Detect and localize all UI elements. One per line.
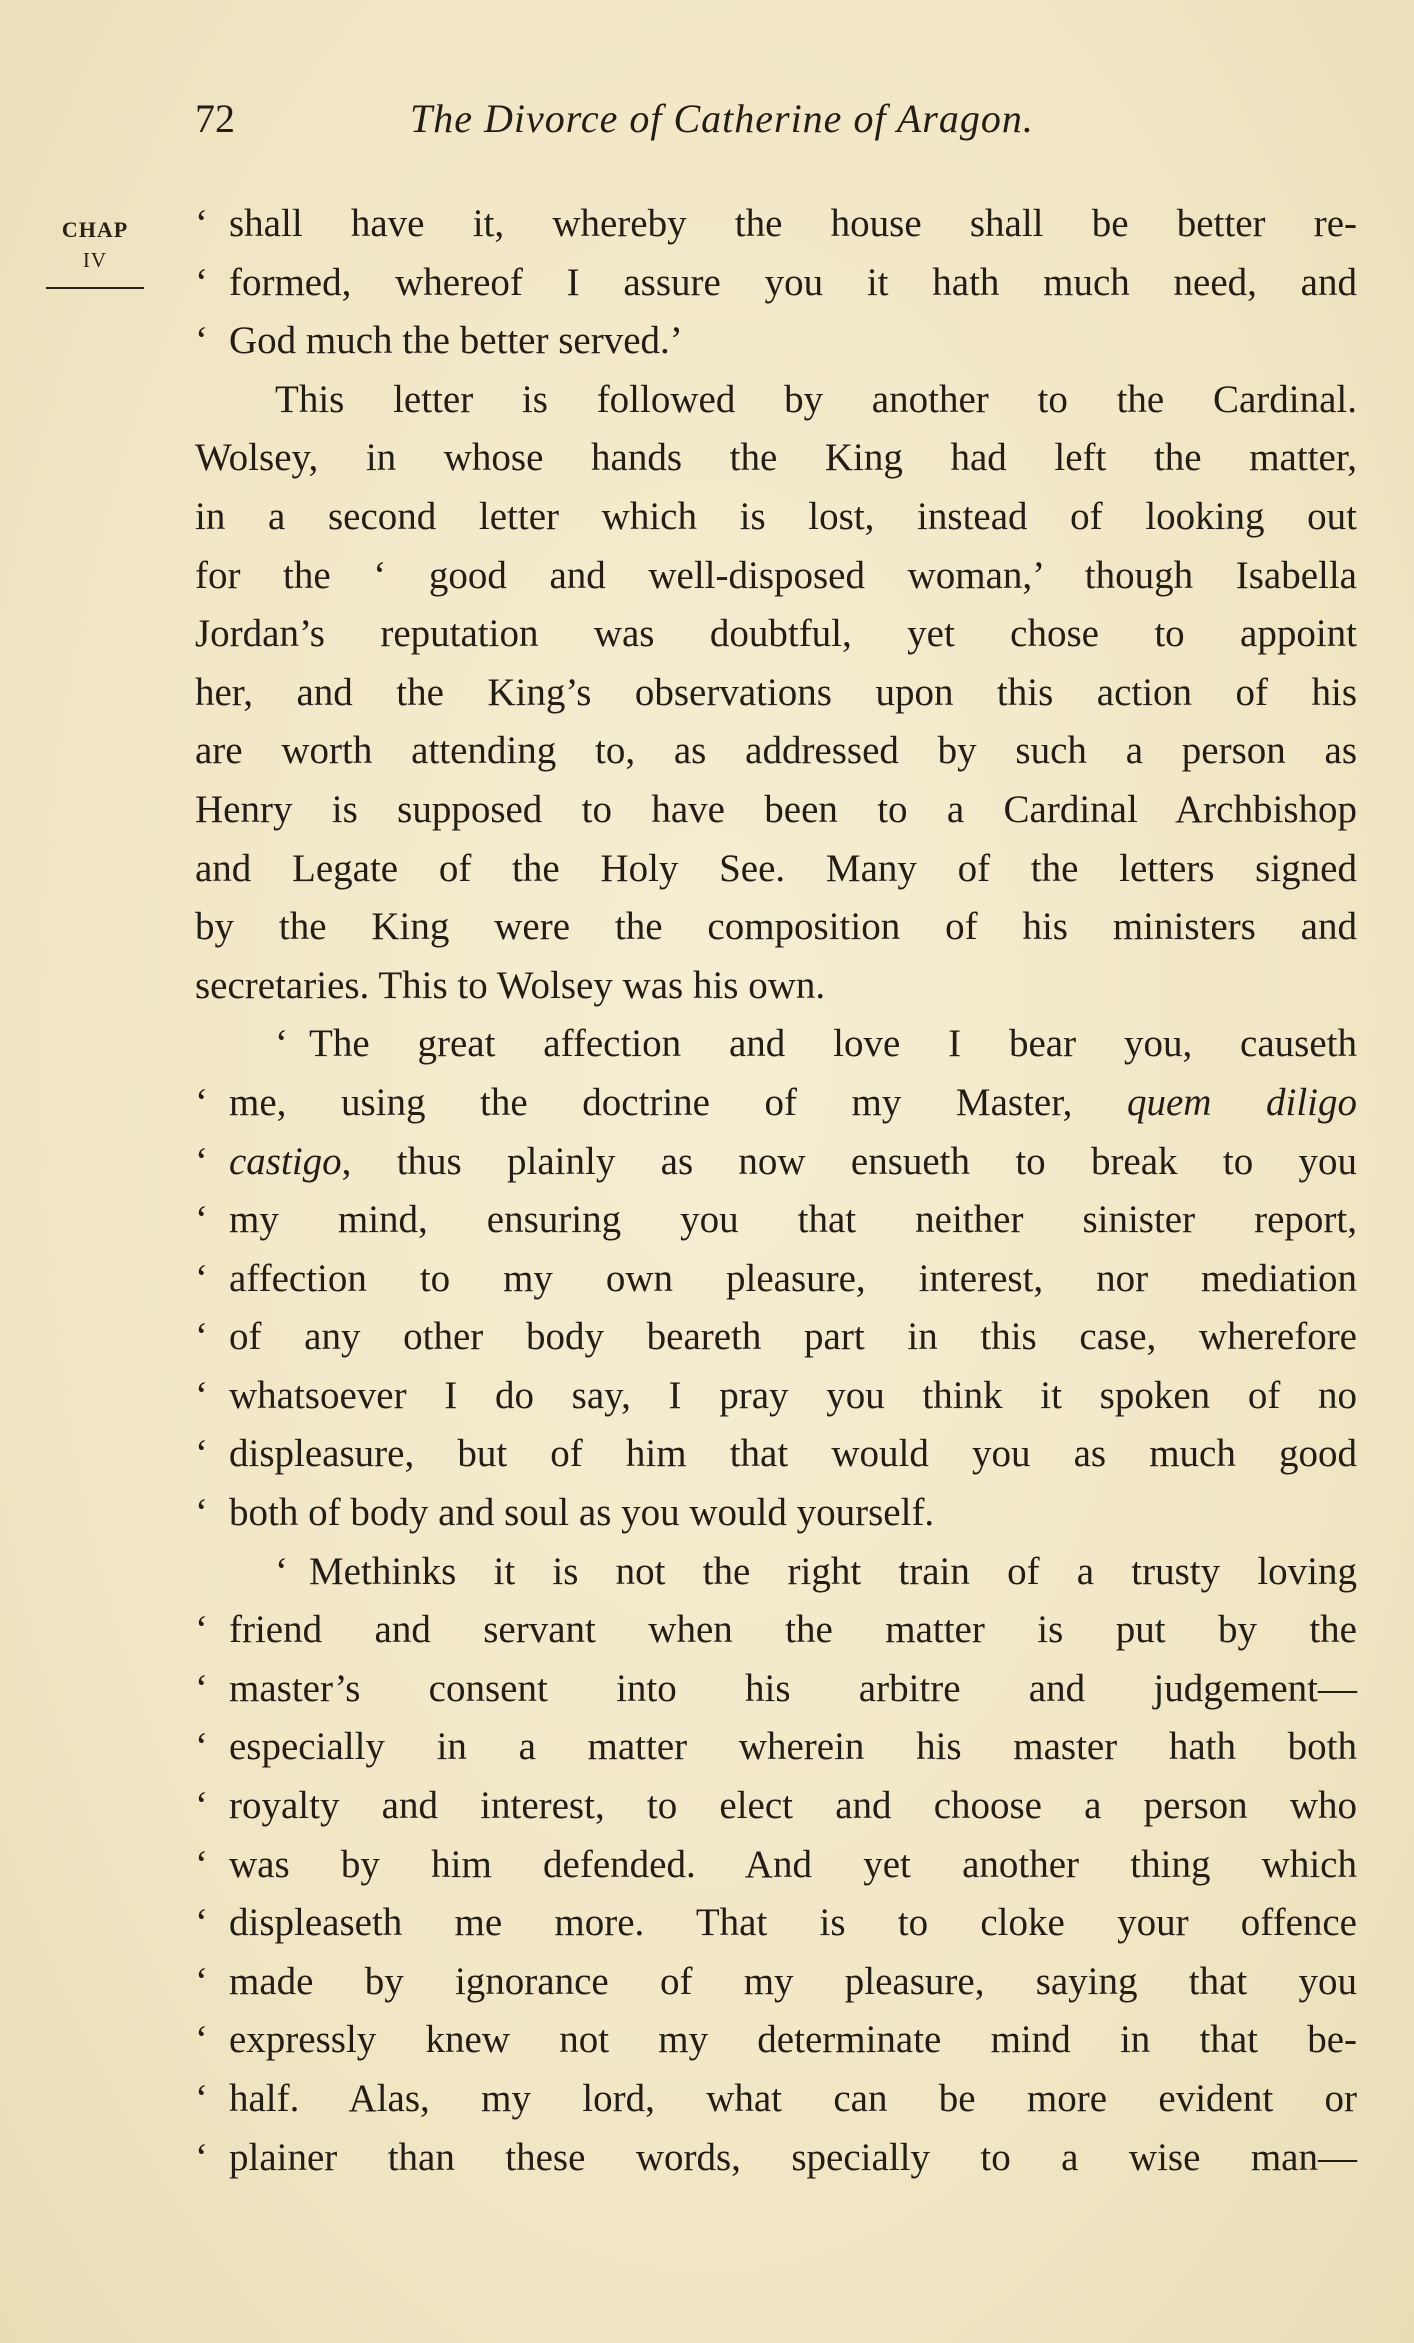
- quote-mark: ‘: [275, 1022, 288, 1066]
- quote-mark: ‘: [195, 1725, 208, 1769]
- line-text: displeaseth me more. That is to cloke your offence: [229, 1901, 1357, 1945]
- line-text: This letter is followed by another to the Cardinal.: [275, 377, 1357, 421]
- running-head: [195, 95, 1355, 165]
- text-line: [195, 371, 1357, 430]
- body-text: [195, 195, 1357, 2187]
- quote-mark: ‘: [195, 1256, 208, 1300]
- line-text: , thus plainly as now ensueth to break to you: [341, 1139, 1357, 1183]
- line-text: of any other body beareth part in this case, wherefore: [229, 1315, 1357, 1359]
- quote-mark: ‘: [195, 1491, 208, 1535]
- line-text: and Legate of the Holy See. Many of the letters signed: [195, 846, 1357, 890]
- quote-mark: ‘: [195, 1315, 208, 1359]
- line-text: God much the better served.’: [229, 319, 683, 363]
- text-line: [195, 1777, 1357, 1836]
- chapter-side-note: [45, 215, 145, 289]
- text-line: [195, 1484, 1357, 1543]
- italic-text: castigo: [229, 1139, 342, 1183]
- text-line: [195, 2070, 1357, 2129]
- line-text: was by him defended. And yet another thing which: [229, 1842, 1357, 1886]
- text-line: [195, 1894, 1357, 1953]
- text-line: [195, 1308, 1357, 1367]
- line-text: shall have it, whereby the house shall be better re-: [229, 202, 1357, 245]
- quote-mark: ‘: [195, 1901, 208, 1945]
- quote-mark: ‘: [195, 1959, 208, 2003]
- quote-mark: ‘: [195, 1198, 208, 1242]
- text-line: [195, 1836, 1357, 1895]
- line-text: both of body and soul as you would yourself.: [229, 1491, 935, 1535]
- text-line: [195, 605, 1357, 664]
- line-text: master’s consent into his arbitre and judgement—: [229, 1666, 1357, 1710]
- page-number: 72: [195, 96, 235, 141]
- line-text: her, and the King’s observations upon this action of his: [195, 670, 1357, 714]
- text-line: [195, 1191, 1357, 1250]
- line-text: my mind, ensuring you that neither sinister report,: [229, 1198, 1357, 1242]
- text-line: [195, 722, 1357, 781]
- text-line: [195, 312, 1357, 371]
- text-line: [195, 957, 1357, 1016]
- quote-mark: ‘: [195, 202, 208, 245]
- text-line: [195, 488, 1357, 547]
- text-line: [195, 1133, 1357, 1192]
- quote-mark: ‘: [195, 1080, 208, 1124]
- chapter-number: IV: [82, 248, 108, 272]
- line-text: by the King were the composition of his ministers and: [195, 905, 1357, 949]
- line-text: The great affection and love I bear you, causeth: [309, 1022, 1357, 1066]
- line-text: made by ignorance of my pleasure, saying that you: [229, 1959, 1357, 2003]
- quote-mark: ‘: [195, 319, 208, 363]
- text-line: [195, 1601, 1357, 1660]
- text-line: [195, 1074, 1357, 1133]
- line-text: Henry is supposed to have been to a Cardinal Archbishop: [195, 787, 1357, 831]
- quote-mark: ‘: [195, 2135, 208, 2179]
- quote-mark: ‘: [195, 1666, 208, 1710]
- quote-mark: ‘: [195, 1432, 208, 1476]
- line-text: secretaries. This to Wolsey was his own.: [195, 963, 826, 1007]
- quote-mark: ‘: [195, 1842, 208, 1886]
- line-text: displeasure, but of him that would you as much good: [229, 1432, 1357, 1476]
- side-note-rule: [46, 287, 144, 289]
- quote-mark: ‘: [275, 1549, 288, 1593]
- text-line: [195, 195, 1357, 254]
- text-line: [195, 1718, 1357, 1777]
- line-text: Methinks it is not the right train of a trusty loving: [309, 1549, 1357, 1593]
- text-line: [195, 1367, 1357, 1426]
- text-line: [195, 898, 1357, 957]
- line-text: especially in a matter wherein his master hath both: [229, 1725, 1357, 1769]
- text-line: [195, 2129, 1357, 2188]
- quote-mark: ‘: [195, 1373, 208, 1417]
- quote-mark: ‘: [195, 1139, 208, 1183]
- line-text: whatsoever I do say, I pray you think it spoken of no: [229, 1373, 1357, 1417]
- line-text: half. Alas, my lord, what can be more evident or: [229, 2077, 1357, 2120]
- line-text: in a second letter which is lost, instead of looking out: [195, 494, 1357, 538]
- line-text: Wolsey, in whose hands the King had left the matter,: [195, 436, 1357, 480]
- running-title: The Divorce of Catherine of Aragon.: [410, 96, 1034, 141]
- text-line: [195, 1953, 1357, 2012]
- text-line: [195, 840, 1357, 899]
- text-line: [195, 664, 1357, 723]
- line-text: me, using the doctrine of my Master,: [229, 1080, 1127, 1124]
- quote-mark: ‘: [195, 1784, 208, 1828]
- text-line: [195, 547, 1357, 606]
- line-text: plainer than these words, specially to a wise man—: [229, 2135, 1357, 2179]
- line-text: affection to my own pleasure, interest, nor mediation: [229, 1256, 1357, 1300]
- text-line: [195, 1543, 1357, 1602]
- quote-mark: ‘: [195, 260, 208, 304]
- line-text: are worth attending to, as addressed by such a person as: [195, 729, 1357, 773]
- italic-text: quem diligo: [1126, 1080, 1357, 1124]
- text-line: [195, 1660, 1357, 1719]
- line-text: friend and servant when the matter is put by the: [229, 1608, 1357, 1652]
- line-text: royalty and interest, to elect and choose a person who: [229, 1784, 1357, 1828]
- text-line: [195, 254, 1357, 313]
- quote-mark: ‘: [195, 1608, 208, 1652]
- line-text: Jordan’s reputation was doubtful, yet chose to appoint: [195, 612, 1357, 656]
- text-line: [195, 1250, 1357, 1309]
- text-line: [195, 1015, 1357, 1074]
- line-text: formed, whereof I assure you it hath much need, and: [229, 260, 1357, 304]
- text-line: [195, 781, 1357, 840]
- line-text: for the ‘ good and well-disposed woman,’ though Isabella: [195, 553, 1357, 597]
- text-line: [195, 429, 1357, 488]
- quote-mark: ‘: [195, 2077, 208, 2120]
- quote-mark: ‘: [195, 2018, 208, 2062]
- text-line: [195, 2011, 1357, 2070]
- line-text: expressly knew not my determinate mind in that be-: [229, 2018, 1357, 2062]
- text-line: [195, 1425, 1357, 1484]
- chapter-label: CHAP: [61, 217, 129, 242]
